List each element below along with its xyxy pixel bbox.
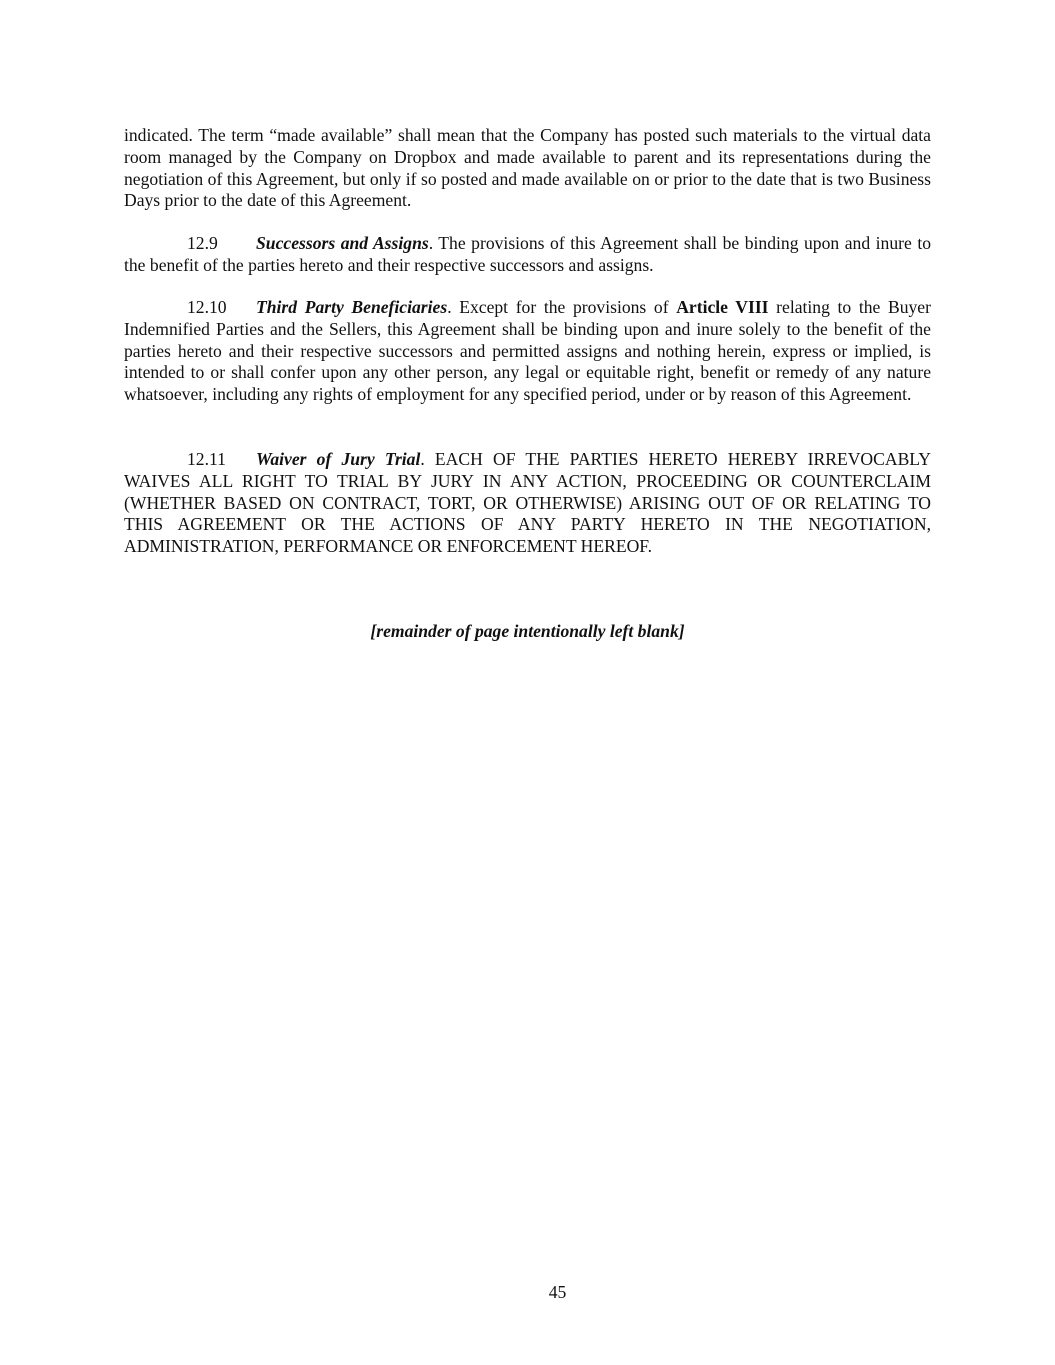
section-text: . EACH OF THE PARTIES HERETO HEREBY IRREVOCABLY WAIVES ALL RIGHT TO TRIAL BY JURY IN ANY ACTION, PROCEEDING OR COUNTERCLAIM (WHETHER BASED ON CONTRACT, TORT, OR OTHERWISE) ARISING OUT OF OR RELATING TO THIS AGREEMENT OR THE ACTIONS OF ANY PARTY HERETO IN THE NEGOTIATION, ADMINISTRATION, PERFORMANCE OR ENFORCEMENT HEREOF. [124, 449, 931, 557]
section-title: Waiver of Jury Trial [256, 449, 421, 469]
section-12-10 [124, 297, 931, 406]
section-text: . The provisions of this Agreement shall be binding upon and inure to the benefit of the parties hereto and their respective successors and assigns. [124, 233, 932, 275]
section-title: Successors and Assigns [256, 233, 429, 253]
section-12-9 [124, 233, 931, 277]
section-text-continued: relating to the Buyer Indemnified Parties and the Sellers, this Agreement shall be binding upon and inure solely to the benefit of the parties hereto and their respective successors and permitted assigns and nothing herein, express or implied, is intended to or shall confer upon any other person, any legal or equitable right, benefit or remedy of any nature whatsoever, including any rights of employment for any specified period, under or by reason of this Agreement. [124, 297, 931, 405]
section-number: 12.9 [187, 233, 218, 253]
section-text: . Except for the provisions of [447, 297, 677, 317]
page-number: 45 [548, 1282, 567, 1302]
section-title: Third Party Beneficiaries [256, 297, 448, 317]
intentionally-blank-note: [remainder of page intentionally left blank] [370, 621, 685, 641]
section-number: 12.10 [187, 297, 227, 317]
article-reference: Article VIII [676, 297, 769, 317]
section-number: 12.11 [187, 449, 226, 469]
section-12-11 [124, 449, 931, 558]
intro-paragraph: indicated. The term “made available” shall mean that the Company has posted such materials to the virtual data room managed by the Company on Dropbox and made available to parent and its representations during the negotiation of this Agreement, but only if so posted and made available on or prior to the date that is two Business Days prior to the date of this Agreement. [124, 125, 931, 211]
